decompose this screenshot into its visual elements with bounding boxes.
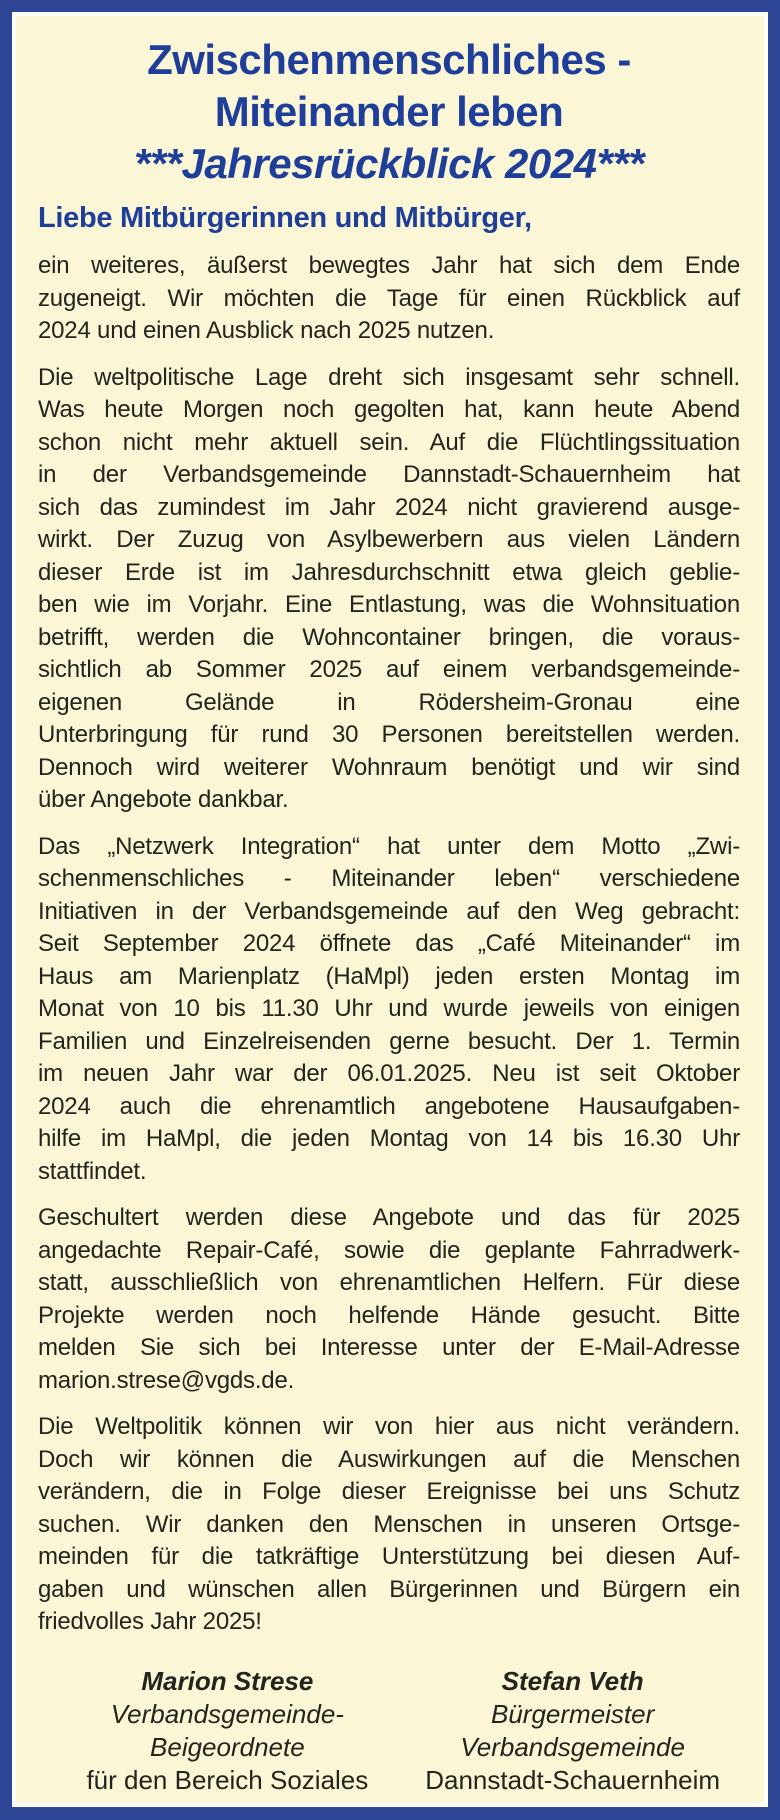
- article-sheet: [12, 12, 768, 1807]
- signature-role: Beigeordnete: [150, 1731, 305, 1762]
- text-line: Doch wir können die Auswirkungen auf die Menschen: [38, 1445, 740, 1473]
- text-line: Unterbringung für rund 30 Personen bereitstellen werden.: [38, 721, 740, 748]
- paragraph: [38, 250, 740, 348]
- text-line: hilfe im HaMpl, die jeden Montag von 14 bis 16.30 Uhr: [38, 1125, 740, 1152]
- text-line: angedachte Repair-Café, sowie die geplante Fahrradwerk-: [38, 1236, 740, 1264]
- text-line: betrifft, werden die Wohncontainer bringen, die voraus-: [38, 623, 740, 651]
- paragraphs: [38, 250, 740, 1639]
- text-line: Familien und Einzelreisenden gerne besucht. Der 1. Termin: [38, 1027, 740, 1055]
- paragraph: [38, 831, 740, 1189]
- text-line: stattfindet.: [38, 1157, 147, 1185]
- paragraph: [38, 1411, 740, 1639]
- article-header: [38, 34, 740, 190]
- text-line: Projekte werden noch helfende Hände gesucht. Bitte: [38, 1301, 740, 1329]
- signature-name: Stefan Veth: [501, 1665, 644, 1696]
- salutation: Liebe Mitbürgerinnen und Mitbürger,: [38, 202, 532, 234]
- article-title-line-2: Miteinander leben: [214, 88, 564, 135]
- signature-role: Bürgermeister: [491, 1698, 655, 1729]
- text-line: 2024 und einen Ausblick nach 2025 nutzen.: [38, 317, 495, 344]
- text-line: ben wie im Vorjahr. Eine Entlastung, was die Wohnsituation: [38, 591, 740, 618]
- text-line: Die Weltpolitik können wir von hier aus nicht verändern.: [38, 1413, 740, 1440]
- text-line: dieser Erde ist im Jahresdurchschnitt etwa gleich geblie-: [38, 558, 740, 586]
- text-line: suchen. Wir danken den Menschen in unseren Ortsge-: [38, 1510, 740, 1538]
- signature-name: Marion Strese: [141, 1665, 314, 1696]
- article-title-line-1: Zwischenmenschliches -: [147, 36, 631, 83]
- signature-footer: für den Bereich Soziales: [86, 1764, 369, 1795]
- text-line: verändern, die in Folge dieser Ereignisse bei uns Schutz: [38, 1478, 740, 1505]
- text-line: Dennoch wird weiterer Wohnraum benötigt und wir sind: [38, 753, 740, 781]
- text-line: in der Verbandsgemeinde Dannstadt-Schauernheim hat: [38, 461, 740, 488]
- signature-role: Verbandsgemeinde-: [110, 1698, 344, 1729]
- paragraph: [38, 1202, 740, 1397]
- signature-role: Verbandsgemeinde: [460, 1731, 685, 1762]
- article-subtitle: ***Jahresrückblick 2024***: [133, 140, 645, 187]
- text-line: gaben und wünschen allen Bürgerinnen und Bürgern ein: [38, 1575, 740, 1603]
- text-line: Monat von 10 bis 11.30 Uhr und wurde jeweils von einigen: [38, 995, 740, 1022]
- text-line: Seit September 2024 öffnete das „Café Miteinander“ im: [38, 930, 740, 957]
- text-line: schenmenschliches - Miteinander leben“ verschiedene: [38, 865, 740, 892]
- text-line: melden Sie sich bei Interesse unter der E-Mail-Adresse: [38, 1334, 740, 1361]
- text-line: marion.strese@vgds.de.: [38, 1366, 295, 1394]
- signature-footer: Dannstadt-Schauernheim: [425, 1764, 721, 1795]
- text-line: schon nicht mehr aktuell sein. Auf die Flüchtlingssituation: [38, 428, 740, 456]
- text-line: Haus am Marienplatz (HaMpl) jeden ersten Montag im: [38, 962, 740, 990]
- text-line: 2024 auch die ehrenamtlich angebotene Hausaufgaben-: [38, 1092, 740, 1120]
- signature-right: [413, 1665, 732, 1797]
- text-line: ein weiteres, äußerst bewegtes Jahr hat sich dem Ende: [38, 252, 740, 279]
- paragraph: [38, 362, 740, 817]
- text-line: sichtlich ab Sommer 2025 auf einem verbandsgemeinde-: [38, 656, 740, 683]
- text-line: Geschultert werden diese Angebote und das für 2025: [38, 1204, 740, 1231]
- text-line: zugeneigt. Wir möchten die Tage für einen Rückblick auf: [38, 284, 740, 312]
- text-line: Das „Netzwerk Integration“ hat unter dem Motto „Zwi-: [38, 832, 740, 860]
- text-line: Initiativen in der Verbandsgemeinde auf den Weg gebracht:: [38, 897, 740, 925]
- signature-left: [68, 1665, 387, 1797]
- text-line: Die weltpolitische Lage dreht sich insgesamt sehr schnell.: [38, 363, 740, 391]
- text-line: über Angebote dankbar.: [38, 786, 289, 813]
- text-line: sich das zumindest im Jahr 2024 nicht gravierend ausge-: [38, 493, 740, 521]
- text-line: im neuen Jahr war der 06.01.2025. Neu ist seit Oktober: [38, 1060, 740, 1087]
- text-line: Was heute Morgen noch gegolten hat, kann heute Abend: [38, 396, 740, 423]
- text-line: wirkt. Der Zuzug von Asylbewerbern aus vielen Ländern: [38, 526, 740, 553]
- signature-block: [38, 1665, 740, 1797]
- text-line: friedvolles Jahr 2025!: [38, 1608, 262, 1635]
- text-line: statt, ausschließlich von ehrenamtlichen Helfern. Für diese: [38, 1269, 740, 1296]
- text-line: meinden für die tatkräftige Unterstützung bei diesen Auf-: [38, 1543, 740, 1570]
- text-line: eigenen Gelände in Rödersheim-Gronau eine: [38, 688, 740, 716]
